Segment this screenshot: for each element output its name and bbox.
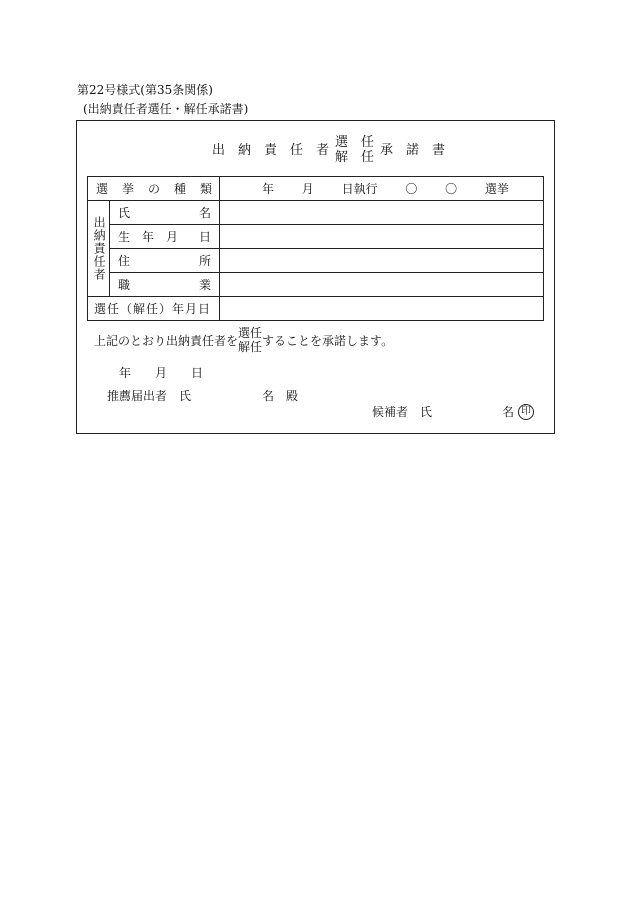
statement-before: 上記のとおり出納責任者を [94,333,239,348]
election-value-cell [220,177,544,201]
row-value-name[interactable] [220,201,544,225]
date-line: 年 月 日 [119,366,204,380]
row-value-occupation[interactable] [220,273,544,297]
row-value-date[interactable] [220,297,544,321]
title-stack-top: 選 任 [335,135,375,150]
election-label [88,180,227,197]
candidate-label: 候補者 氏 [372,405,433,419]
title-part1: 出 納 責 任 者 [212,143,330,159]
row2-right: 所 [199,254,212,268]
election-label-text: 選挙の種類 [96,182,227,196]
form-number: 第22号様式(第35条関係) [77,83,213,97]
recommender-label: 推薦届出者 氏 [107,389,192,403]
election-row [88,177,544,201]
statement-stack [238,327,262,355]
election-value [220,180,543,197]
row-label-occupation [110,273,220,297]
seal-icon: 印 [518,404,534,420]
ev-election: 選挙 [484,182,509,196]
table-row-birth [88,225,544,249]
candidate-suffix: 名 [502,405,515,419]
row1-right: 日 [199,230,212,244]
table-row-name [88,201,544,225]
recommender-suffix: 名 殿 [262,389,299,403]
statement [94,327,393,355]
group-label: 出納責任者 [92,216,107,281]
row-value-birth[interactable] [220,225,544,249]
responsibility-table [87,176,544,321]
table-row-occupation [88,273,544,297]
election-label-cell [88,177,227,201]
row3-left: 職 [118,278,131,292]
row0-left: 氏 [118,206,131,220]
title-stack-bottom: 解 任 [335,149,375,165]
ev-year: 年 [262,182,275,196]
row-value-address[interactable] [220,249,544,273]
table-row-date [88,297,544,321]
row-label-name [110,201,220,225]
document-title [212,136,445,166]
row3-right: 業 [199,278,212,292]
group-label-cell [88,201,110,297]
row-label-address [110,249,220,273]
form-subtitle: (出納責任者選任・解任承諾書) [83,102,249,116]
row0-right: 名 [199,206,212,220]
ev-circle1: 〇 [405,182,418,196]
statement-after: することを承諾します。 [262,333,394,348]
ev-day: 日執行 [341,182,378,196]
group-label-vertical [88,216,109,281]
table-row-address [88,249,544,273]
date-label-cell [88,297,220,321]
date-label: 選任（解任）年月日 [94,302,212,316]
statement-stack-top: 選任 [238,326,263,340]
title-selection-stack [335,136,374,166]
ev-month: 月 [301,182,314,196]
statement-stack-bottom: 解任 [238,339,263,354]
row1-left: 生 年 月 [118,230,179,244]
row-label-birth [110,225,220,249]
candidate-name-seal [502,404,534,420]
ev-circle2: 〇 [445,182,458,196]
row2-left: 住 [118,254,131,268]
title-part2: 承 諾 書 [380,143,446,159]
